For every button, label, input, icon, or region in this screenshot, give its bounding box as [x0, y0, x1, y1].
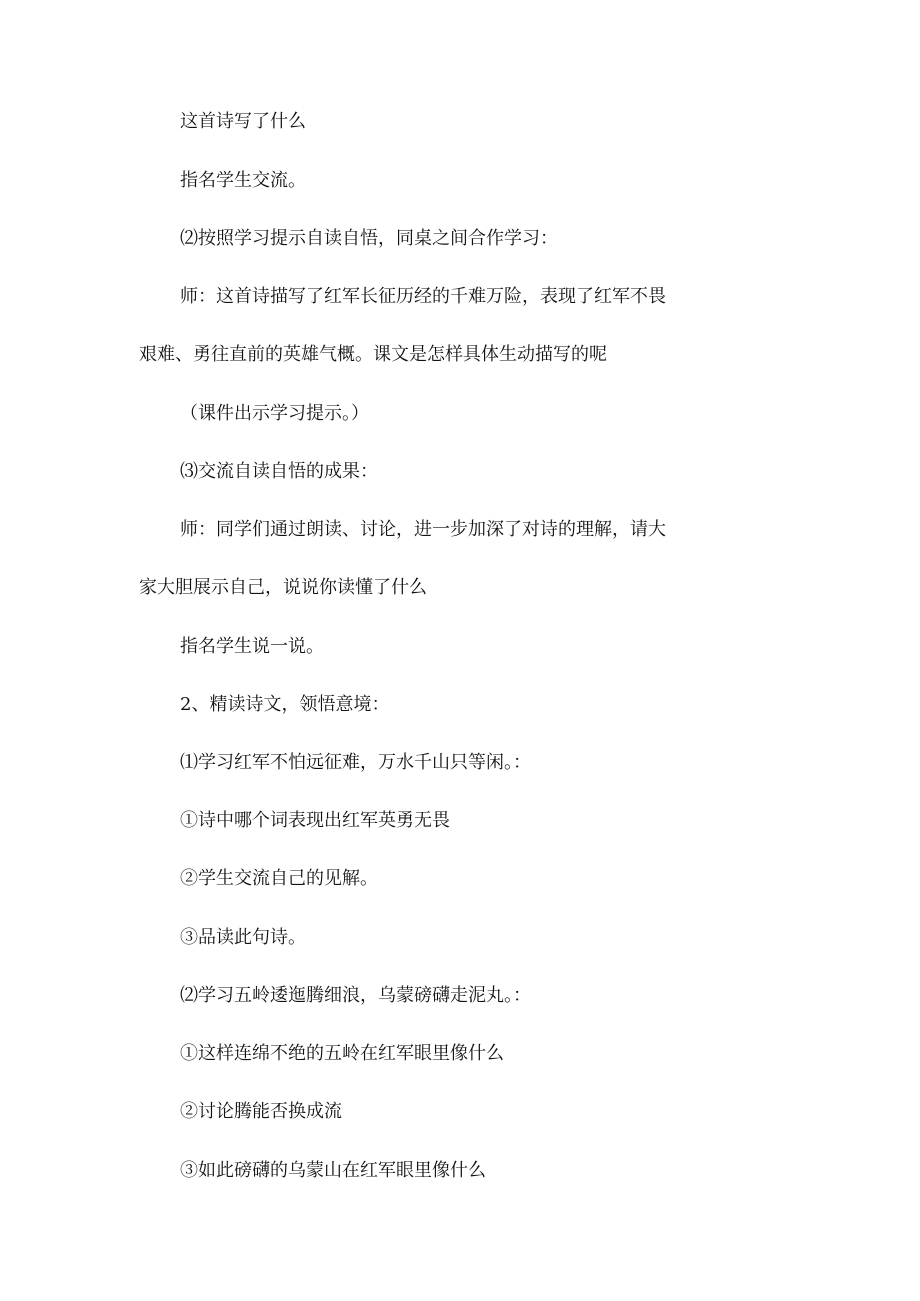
paragraph-step-2-self-study: ⑵按照学习提示自读自悟，同桌之间合作学习：: [180, 228, 558, 249]
paragraph-teacher-summary-line1: 师：这首诗描写了红军长征历经的千难万险，表现了红军不畏: [180, 286, 666, 307]
paragraph-students-discuss: 指名学生交流。: [180, 170, 306, 191]
paragraph-teacher-prompt-line2: 家大胆展示自己，说说你读懂了什么: [139, 577, 427, 598]
paragraph-courseware-note: （课件出示学习提示。）: [180, 403, 369, 424]
paragraph-sub-1-1: ①诗中哪个词表现出红军英勇无畏: [180, 810, 450, 831]
paragraph-sub-2-3: ③如此磅礴的乌蒙山在红军眼里像什么: [180, 1160, 486, 1181]
paragraph-sub-2-1: ①这样连绵不绝的五岭在红军眼里像什么: [180, 1043, 504, 1064]
paragraph-step-3-share: ⑶交流自读自悟的成果：: [180, 461, 378, 482]
paragraph-sub-1-3: ③品读此句诗。: [180, 927, 306, 948]
section-heading-close-reading: 2、精读诗文，领悟意境：: [180, 694, 390, 715]
paragraph-question-what-poem-says: 这首诗写了什么: [180, 111, 306, 132]
paragraph-item-1-verse: ⑴学习红军不怕远征难，万水千山只等闲。：: [180, 752, 531, 773]
paragraph-sub-2-2: ②讨论腾能否换成流: [180, 1101, 342, 1122]
paragraph-item-2-verse: ⑵学习五岭逶迤腾细浪，乌蒙磅礴走泥丸。：: [180, 985, 531, 1006]
paragraph-teacher-summary-line2: 艰难、勇往直前的英雄气概。课文是怎样具体生动描写的呢: [139, 344, 607, 365]
paragraph-sub-1-2: ②学生交流自己的见解。: [180, 868, 378, 889]
paragraph-teacher-prompt-line1: 师：同学们通过朗读、讨论，进一步加深了对诗的理解，请大: [180, 519, 666, 540]
paragraph-students-speak: 指名学生说一说。: [180, 636, 324, 657]
